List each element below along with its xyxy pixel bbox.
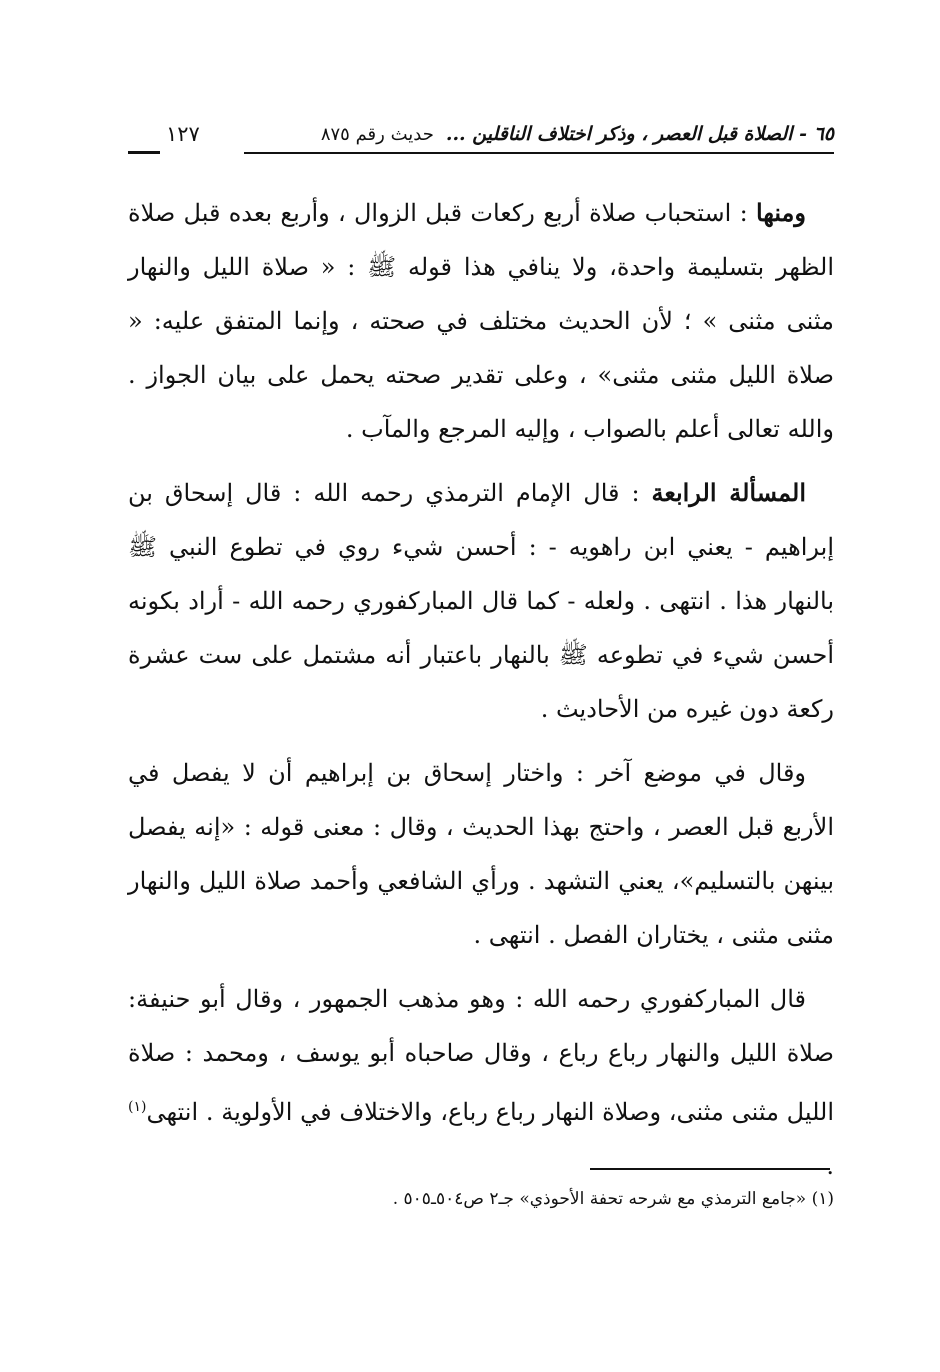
paragraph-1 [128, 186, 834, 456]
chapter-title: ٦٥ - الصلاة قبل العصر ، وذكر اختلاف الناقلين ... [445, 123, 834, 145]
paragraph-text: وقال في موضع آخر : واختار إسحاق بن إبراهيم أن لا يفصل في الأربع قبل العصر ، واحتج بهذا الحديث ، وقال : معنى قوله : «إنه يفصل بينهن بالتسليم»، يعني التشهد . ورأي الشافعي وأحمد صلاة الليل والنهار مثنى مثنى ، يختاران الفصل . انتهى . [128, 759, 834, 949]
footnote-text: «جامع الترمذي مع شرحه تحفة الأحوذي» جـ٢ ص٥٠٤ـ٥٠٥ . [392, 1189, 807, 1209]
paragraph-text: : قال الإمام الترمذي رحمه الله : قال إسحاق بن إبراهيم - يعني ابن راهويه - : أحسن شيء روي في تطوع النبي ﷺ بالنهار هذا . انتهى . ولعله - كما قال المباركفوري رحمه الله - أراد بكونه أحسن شيء في تطوعه ﷺ بالنهار باعتبار أنه مشتمل على ست عشرة ركعة دون غيره من الأحاديث . [128, 479, 834, 723]
paragraph-trail: . [826, 1152, 834, 1180]
footnote-rule [590, 1168, 830, 1170]
footnote-marker[interactable]: (١) [128, 1099, 147, 1115]
paragraph-text: : استحباب صلاة أربع ركعات قبل الزوال ، وأربع بعده قبل صلاة الظهر بتسليمة واحدة، ولا ينافي هذا قوله ﷺ : « صلاة الليل والنهار مثنى مثنى » ؛ لأن الحديث مختلف في صحته ، وإنما المتفق عليه: « صلاة الليل مثنى مثنى» ، وعلى تقدير صحته يحمل على بيان الجواز . والله تعالى أعلم بالصواب ، وإليه المرجع والمآب . [128, 199, 834, 443]
footnote-number: (١) [811, 1189, 834, 1209]
header-rule-end [128, 151, 160, 154]
header-rule-gap [154, 146, 244, 156]
paragraph-lead: ومنها [755, 198, 806, 227]
paragraph-lead: المسألة الرابعة [651, 478, 806, 507]
paragraph-text: قال المباركفوري رحمه الله : وهو مذهب الجمهور ، وقال أبو حنيفة: صلاة الليل والنهار رباع رباع ، وقال صاحباه أبو يوسف ، ومحمد : صلاة الليل مثنى مثنى، وصلاة النهار رباع رباع، والاختلاف في الأولوية . انتهى [128, 985, 834, 1126]
paragraph-2 [128, 466, 834, 736]
hadith-reference: حديث رقم ٨٧٥ [320, 123, 434, 145]
body-text [128, 186, 834, 1193]
paragraph-3 [128, 746, 834, 962]
page-number: ١٢٧ [166, 122, 200, 146]
paragraph-4 [128, 972, 834, 1193]
footnote [128, 1186, 834, 1212]
